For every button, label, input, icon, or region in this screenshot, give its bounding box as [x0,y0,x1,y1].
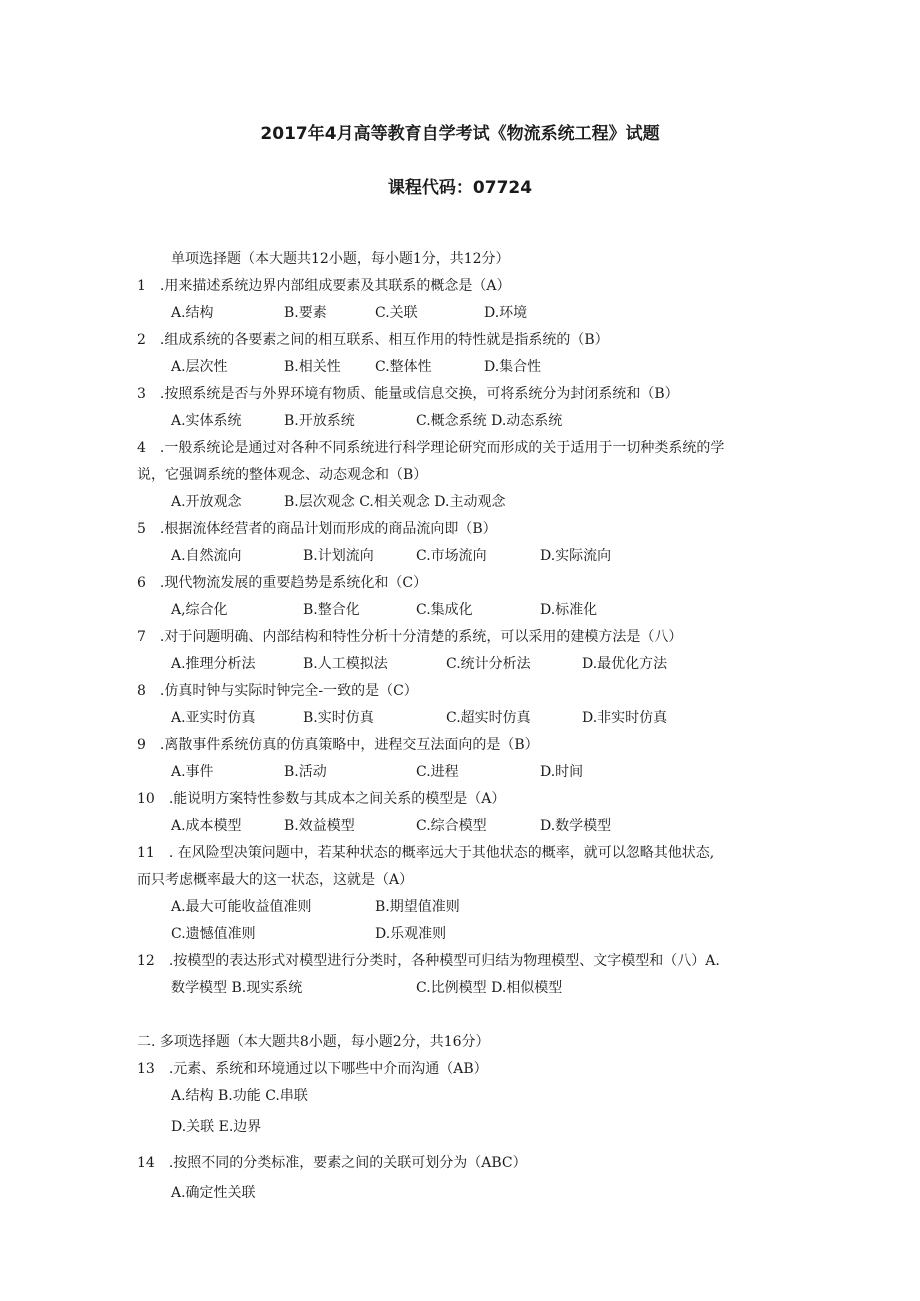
q7-option-c: C.统计分析法 [446,656,531,672]
q5-option-c: C.市场流向 [416,548,487,564]
q5-option-b: B.计划流向 [303,548,374,564]
q13-stem: 13 .元素、系统和环境通过以下哪些中介而沟通（AB） [137,1061,488,1077]
q2-option-a: A.层次性 [171,359,228,375]
q10-option-b: B.效益模型 [284,818,355,834]
q3-option-cd: C.概念系统 D.动态系统 [416,413,563,429]
q12-stem: 12 .按模型的表达形式对模型进行分类时，各种模型可归结为物理模型、文字模型和（八）A. [137,953,720,969]
q12-option-ab: 数学模型 B.现实系统 [171,980,303,996]
q1-option-a: A.结构 [171,305,214,321]
q5-option-a: A.自然流向 [171,548,242,564]
q1-option-b: B.要素 [284,305,327,321]
q9-option-d: D.时间 [540,764,584,780]
q8-option-a: A.亚实时仿真 [171,710,256,726]
q4-stem: 4 .一般系统论是通过对各种不同系统进行科学理论研究而形成的关于适用于一切种类系统的学 [137,440,725,456]
course-code: 课程代码：07724 [387,178,533,198]
q14-stem: 14 .按照不同的分类标准，要素之间的关联可划分为（ABC） [137,1155,527,1171]
q13-options-line1: A.结构 B.功能 C.串联 [171,1088,308,1104]
q9-option-a: A.事件 [171,764,214,780]
q11-option-b: B.期望值准则 [375,899,460,915]
q11-stem-cont: 而只考虑概率最大的这一状态，这就是（A） [137,872,414,888]
q11-option-c: C.遗憾值准则 [171,926,256,942]
q7-option-b: B.人工模拟法 [303,656,388,672]
q11-option-d: D.乐观准则 [375,926,447,942]
q7-option-d: D.最优化方法 [582,656,668,672]
q3-option-a: A.实体系统 [171,413,242,429]
q2-option-b: B.相关性 [284,359,341,375]
section2-heading: 二. 多项选择题（本大题共8小题，每小题2分，共16分） [137,1034,490,1050]
q11-stem: 11 . 在风险型决策问题中，若某种状态的概率远大于其他状态的概率，就可以忽略其他状态, [137,845,715,861]
q12-option-cd: C.比例模型 D.相似模型 [416,980,563,996]
q14-option-a: A.确定性关联 [171,1185,256,1201]
q4-option-a: A.开放观念 [171,494,242,510]
q6-option-a: A,综合化 [171,602,228,618]
q10-stem: 10 .能说明方案特性参数与其成本之间关系的模型是（A） [137,791,506,807]
q5-stem: 5 .根据流体经营者的商品计划而形成的商品流向即（B） [137,521,497,537]
q4-stem-cont: 说，它强调系统的整体观念、动态观念和（B） [137,467,428,483]
q8-stem: 8 .仿真时钟与实际时钟完全-一致的是（C） [137,683,418,699]
q11-option-a: A.最大可能收益值准则 [171,899,312,915]
q6-stem: 6 .现代物流发展的重要趋势是系统化和（C） [137,575,428,591]
q6-option-d: D.标准化 [540,602,598,618]
q3-stem: 3 .按照系统是否与外界环境有物质、能量或信息交换，可将系统分为封闭系统和（B） [137,386,679,402]
q8-option-b: B.实时仿真 [303,710,374,726]
q8-option-c: C.超实时仿真 [446,710,531,726]
q2-option-c: C.整体性 [375,359,432,375]
q10-option-a: A.成本模型 [171,818,242,834]
q2-option-d: D.集合性 [484,359,542,375]
q3-option-b: B.开放系统 [284,413,355,429]
q7-stem: 7 .对于问题明确、内部结构和特性分析十分清楚的系统，可以采用的建模方法是（八） [137,629,683,645]
section1-heading: 单项选择题（本大题共12小题，每小题1分，共12分） [171,251,510,267]
q13-options-line2: D.关联 E.边界 [171,1119,262,1135]
q6-option-c: C.集成化 [416,602,473,618]
q9-stem: 9 .离散事件系统仿真的仿真策略中，进程交互法面向的是（B） [137,737,539,753]
q10-option-d: D.数学模型 [540,818,612,834]
exam-title: 2017年4月高等教育自学考试《物流系统工程》试题 [260,124,660,144]
q1-option-d: D.环境 [484,305,528,321]
q10-option-c: C.综合模型 [416,818,487,834]
q2-stem: 2 .组成系统的各要素之间的相互联系、相互作用的特性就是指系统的（B） [137,332,609,348]
q9-option-b: B.活动 [284,764,327,780]
q4-option-bcd: B.层次观念 C.相关观念 D.主动观念 [284,494,506,510]
q7-option-a: A.推理分析法 [171,656,256,672]
q8-option-d: D.非实时仿真 [582,710,668,726]
q9-option-c: C.进程 [416,764,459,780]
q6-option-b: B.整合化 [303,602,360,618]
q1-stem: 1 .用来描述系统边界内部组成要素及其联系的概念是（A） [137,278,511,294]
q5-option-d: D.实际流向 [540,548,612,564]
q1-option-c: C.关联 [375,305,418,321]
